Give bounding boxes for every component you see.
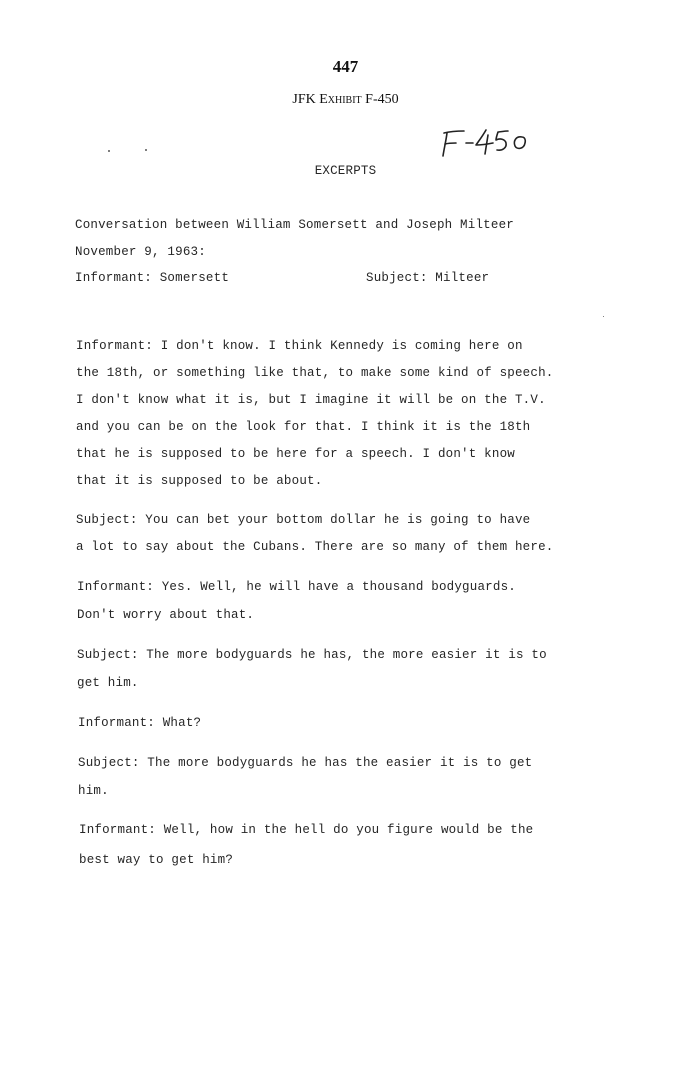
exhibit-title [0,92,691,108]
intro-line-2: November 9, 1963: [75,245,206,259]
scan-speck [603,316,604,317]
exhibit-number: F-450 [361,92,399,107]
exhibit-word: Exhibit [319,92,362,107]
transcript-line: Subject: You can bet your bottom dollar he is going to have [76,513,531,527]
scan-speck [145,149,147,151]
transcript-line: get him. [77,676,139,690]
transcript-line: the 18th, or something like that, to make some kind of speech. [76,366,554,380]
transcript-line: that it is supposed to be about. [76,474,323,488]
transcript-line: Subject: The more bodyguards he has, the more easier it is to [77,648,547,662]
intro-line-1: Conversation between William Somersett and Joseph Milteer [75,218,514,232]
exhibit-prefix: JFK [292,92,320,107]
transcript-line: Subject: The more bodyguards he has the easier it is to get [78,756,533,770]
transcript-line: best way to get him? [79,853,234,867]
transcript-line: Informant: Yes. Well, he will have a thousand bodyguards. [77,580,516,594]
transcript-line: a lot to say about the Cubans. There are so many of them here. [76,540,554,554]
scan-speck [108,150,110,152]
transcript-line: and you can be on the look for that. I think it is the 18th [76,420,531,434]
informant-label: Informant: Somersett [75,271,230,285]
excerpts-heading: EXCERPTS [314,164,377,178]
transcript-line: I don't know what it is, but I imagine it will be on the T.V. [76,393,546,407]
transcript-line: Don't worry about that. [77,608,255,622]
transcript-line: Informant: Well, how in the hell do you figure would be the [79,823,534,837]
page-number: 447 [332,57,359,76]
transcript-line: him. [78,784,109,798]
transcript-line: Informant: I don't know. I think Kennedy is coming here on [76,339,523,353]
transcript-line: that he is supposed to be here for a speech. I don't know [76,447,515,461]
handwritten-exhibit-mark [436,121,536,161]
transcript-line: Informant: What? [78,716,202,730]
subject-label: Subject: Milteer [366,271,490,285]
